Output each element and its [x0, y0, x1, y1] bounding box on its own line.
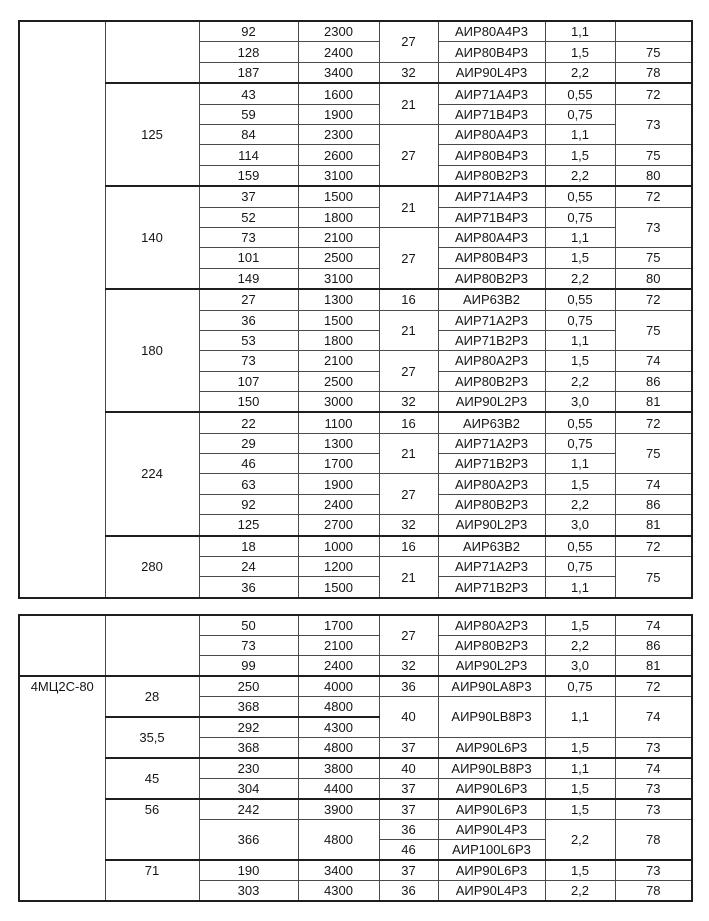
spec-cell: 27: [379, 474, 438, 515]
spec-cell: АИР71В2Р3: [438, 454, 545, 474]
spec-cell: 1,5: [545, 860, 615, 881]
spec-cell: 4300: [298, 717, 379, 738]
spec-cell: 1,5: [545, 145, 615, 165]
spec-cell: 368: [199, 737, 298, 758]
spec-cell: АИР80В2Р3: [438, 268, 545, 289]
spec-cell: 72: [615, 83, 692, 104]
spec-cell: 36: [199, 577, 298, 598]
spec-cell: 56: [105, 799, 199, 860]
spec-cell: 36: [379, 880, 438, 901]
spec-cell: 92: [199, 21, 298, 42]
spec-cell: 2500: [298, 371, 379, 391]
table-row: [19, 758, 692, 779]
spec-cell: 1500: [298, 310, 379, 330]
spec-cell: 2,2: [545, 494, 615, 514]
spec-cell: 180: [105, 289, 199, 412]
spec-cell: 1800: [298, 207, 379, 227]
spec-cell: 1900: [298, 474, 379, 494]
table-row: [19, 536, 692, 557]
spec-cell: 86: [615, 636, 692, 656]
spec-cell: 53: [199, 330, 298, 350]
spec-cell: АИР71А2Р3: [438, 433, 545, 453]
spec-cell: АИР71А2Р3: [438, 557, 545, 577]
spec-cell: 159: [199, 165, 298, 186]
spec-cell: 27: [379, 227, 438, 289]
spec-cell: 3100: [298, 165, 379, 186]
spec-cell: 46: [379, 839, 438, 860]
spec-cell: АИР71В2Р3: [438, 577, 545, 598]
spec-cell: 21: [379, 557, 438, 598]
spec-cell: 78: [615, 820, 692, 860]
spec-cell: 1500: [298, 577, 379, 598]
spec-cell: 80: [615, 165, 692, 186]
spec-cell: АИР71А4Р3: [438, 83, 545, 104]
spec-cell: 1,1: [545, 696, 615, 737]
table-row: [19, 186, 692, 207]
spec-cell: 4800: [298, 820, 379, 860]
spec-cell: 2500: [298, 248, 379, 268]
spec-cell: 1,1: [545, 21, 615, 42]
spec-cell: 59: [199, 104, 298, 124]
spec-cell: 128: [199, 42, 298, 62]
table-row: [19, 860, 692, 881]
spec-cell: 21: [379, 433, 438, 474]
spec-cell: 1,5: [545, 474, 615, 494]
table-row: [19, 21, 692, 42]
spec-cell: АИР90L6Р3: [438, 779, 545, 800]
spec-cell: 230: [199, 758, 298, 779]
spec-cell: АИР63В2: [438, 536, 545, 557]
spec-cell: 72: [615, 186, 692, 207]
table-row: [19, 289, 692, 310]
spec-cell: 32: [379, 655, 438, 676]
spec-cell: 1,5: [545, 615, 615, 636]
spec-cell: 75: [615, 145, 692, 165]
spec-cell: 292: [199, 717, 298, 738]
spec-cell: АИР90L6Р3: [438, 799, 545, 820]
spec-cell: 3400: [298, 62, 379, 83]
spec-cell: АИР80А4Р3: [438, 125, 545, 145]
spec-cell: 2400: [298, 494, 379, 514]
spec-cell: 0,75: [545, 433, 615, 453]
spec-cell: 2300: [298, 125, 379, 145]
spec-cell: 27: [199, 289, 298, 310]
spec-cell: 71: [105, 860, 199, 901]
spec-cell: 74: [615, 696, 692, 737]
spec-cell: 16: [379, 289, 438, 310]
spec-cell: АИР80В2Р3: [438, 494, 545, 514]
spec-cell: 190: [199, 860, 298, 881]
spec-cell: 81: [615, 391, 692, 412]
spec-cell: 24: [199, 557, 298, 577]
spec-cell: 50: [199, 615, 298, 636]
spec-cell: 74: [615, 351, 692, 371]
spec-cell: 242: [199, 799, 298, 820]
spec-cell: 4300: [298, 880, 379, 901]
spec-cell: 4000: [298, 676, 379, 697]
spec-cell: 1000: [298, 536, 379, 557]
spec-cell: 72: [615, 536, 692, 557]
spec-cell: 1,5: [545, 351, 615, 371]
empty-cell: [19, 615, 105, 676]
spec-cell: 0,55: [545, 412, 615, 433]
spec-cell: 78: [615, 880, 692, 901]
spec-cell: 73: [199, 636, 298, 656]
table-row: [19, 412, 692, 433]
spec-cell: 45: [105, 758, 199, 799]
spec-cell: 1,5: [545, 42, 615, 62]
spec-cell: 73: [615, 860, 692, 881]
spec-cell: 4800: [298, 696, 379, 717]
spec-cell: 2,2: [545, 820, 615, 860]
spec-cell: 1,1: [545, 577, 615, 598]
spec-cell: 74: [615, 615, 692, 636]
spec-cell: 1600: [298, 83, 379, 104]
spec-cell: 84: [199, 125, 298, 145]
spec-cell: 86: [615, 371, 692, 391]
spec-cell: 21: [379, 186, 438, 227]
spec-cell: АИР90LВ8Р3: [438, 758, 545, 779]
spec-cell: 21: [379, 310, 438, 351]
spec-cell: 2,2: [545, 880, 615, 901]
spec-cell: 18: [199, 536, 298, 557]
upper-spec-table-body: [19, 21, 692, 598]
spec-cell: 3,0: [545, 655, 615, 676]
table-row: [19, 83, 692, 104]
spec-cell: АИР90L4Р3: [438, 880, 545, 901]
spec-cell: 74: [615, 758, 692, 779]
spec-cell: АИР90L2Р3: [438, 655, 545, 676]
empty-cell: [105, 615, 199, 676]
spec-cell: 86: [615, 494, 692, 514]
spec-cell: 72: [615, 412, 692, 433]
spec-cell: 27: [379, 125, 438, 187]
spec-cell: 73: [615, 737, 692, 758]
lower-spec-table: [18, 614, 693, 902]
spec-cell: 1,1: [545, 454, 615, 474]
spec-cell: 125: [105, 83, 199, 186]
spec-cell: 3900: [298, 799, 379, 820]
spec-cell: 150: [199, 391, 298, 412]
spec-cell: 4400: [298, 779, 379, 800]
spec-cell: 1700: [298, 454, 379, 474]
spec-cell: АИР71В2Р3: [438, 330, 545, 350]
spec-cell: 74: [615, 474, 692, 494]
spec-cell: 304: [199, 779, 298, 800]
spec-cell: 2700: [298, 515, 379, 536]
spec-cell: 40: [379, 758, 438, 779]
spec-cell: 0,75: [545, 207, 615, 227]
spec-cell: 1700: [298, 615, 379, 636]
spec-cell: 0,55: [545, 83, 615, 104]
spec-cell: 37: [379, 799, 438, 820]
spec-cell: АИР71В4Р3: [438, 104, 545, 124]
spec-cell: 280: [105, 536, 199, 598]
spec-cell: 36: [379, 820, 438, 840]
spec-cell: АИР80В2Р3: [438, 165, 545, 186]
spec-cell: 2,2: [545, 636, 615, 656]
spec-cell: 1,5: [545, 737, 615, 758]
spec-cell: 1200: [298, 557, 379, 577]
spec-cell: 2300: [298, 21, 379, 42]
spec-cell: 32: [379, 62, 438, 83]
spec-cell: 73: [199, 351, 298, 371]
spec-cell: 3000: [298, 391, 379, 412]
spec-cell: 1300: [298, 433, 379, 453]
spec-cell: 36: [199, 310, 298, 330]
spec-cell: 1,1: [545, 330, 615, 350]
spec-cell: 72: [615, 289, 692, 310]
spec-cell: 80: [615, 268, 692, 289]
spec-cell: 366: [199, 820, 298, 860]
spec-cell: АИР71А2Р3: [438, 310, 545, 330]
spec-cell: АИР90L2Р3: [438, 515, 545, 536]
spec-cell: 75: [615, 248, 692, 268]
spec-cell: 99: [199, 655, 298, 676]
spec-cell: 250: [199, 676, 298, 697]
spec-cell: 3100: [298, 268, 379, 289]
spec-cell: 0,75: [545, 104, 615, 124]
spec-cell: АИР90L6Р3: [438, 860, 545, 881]
spec-cell: 81: [615, 515, 692, 536]
spec-cell: 21: [379, 83, 438, 124]
spec-cell: 107: [199, 371, 298, 391]
spec-cell: 0,55: [545, 536, 615, 557]
spec-cell: 63: [199, 474, 298, 494]
spec-cell: 0,75: [545, 676, 615, 697]
spec-cell: 2400: [298, 655, 379, 676]
spec-cell: 37: [379, 860, 438, 881]
spec-cell: 81: [615, 655, 692, 676]
spec-cell: 73: [615, 779, 692, 800]
spec-cell: 0,75: [545, 557, 615, 577]
spec-cell: 187: [199, 62, 298, 83]
spec-cell: 27: [379, 21, 438, 62]
table-row: [19, 615, 692, 636]
spec-cell: АИР71В4Р3: [438, 207, 545, 227]
spec-cell: 0,75: [545, 310, 615, 330]
spec-cell: АИР80А4Р3: [438, 227, 545, 247]
spec-cell: АИР90L4Р3: [438, 62, 545, 83]
spec-cell: 73: [199, 227, 298, 247]
lower-spec-table-body: [19, 615, 692, 901]
spec-cell: 368: [199, 696, 298, 717]
spec-cell: 1,5: [545, 799, 615, 820]
spec-cell: 73: [615, 207, 692, 248]
spec-cell: АИР80А4Р3: [438, 21, 545, 42]
spec-cell: АИР80В2Р3: [438, 371, 545, 391]
spec-cell: 1,1: [545, 125, 615, 145]
spec-cell: АИР71А4Р3: [438, 186, 545, 207]
spec-cell: АИР100L6Р3: [438, 839, 545, 860]
spec-cell: 2,2: [545, 268, 615, 289]
spec-cell: 92: [199, 494, 298, 514]
spec-cell: 2,2: [545, 62, 615, 83]
spec-cell: 28: [105, 676, 199, 717]
spec-cell: 2400: [298, 42, 379, 62]
spec-cell: 114: [199, 145, 298, 165]
spec-cell: 1300: [298, 289, 379, 310]
upper-spec-table: [18, 20, 693, 599]
spec-cell: 101: [199, 248, 298, 268]
spec-cell: АИР80В4Р3: [438, 248, 545, 268]
table-row: [19, 799, 692, 820]
spec-cell: 72: [615, 676, 692, 697]
empty-cell: [615, 21, 692, 42]
spec-cell: 2100: [298, 351, 379, 371]
spec-cell: АИР80А2Р3: [438, 474, 545, 494]
spec-cell: АИР63В2: [438, 289, 545, 310]
spec-cell: 27: [379, 615, 438, 655]
spec-cell: 2100: [298, 227, 379, 247]
spec-cell: 1,5: [545, 248, 615, 268]
empty-cell: [19, 21, 105, 598]
spec-cell: АИР90LВ8Р3: [438, 696, 545, 737]
spec-cell: 36: [379, 676, 438, 697]
spec-cell: 303: [199, 880, 298, 901]
spec-cell: 75: [615, 310, 692, 351]
spec-cell: 78: [615, 62, 692, 83]
spec-cell: 140: [105, 186, 199, 289]
spec-cell: 3,0: [545, 515, 615, 536]
spec-cell: 37: [379, 779, 438, 800]
empty-cell: [105, 21, 199, 83]
spec-cell: АИР63В2: [438, 412, 545, 433]
spec-cell: 32: [379, 515, 438, 536]
spec-cell: АИР90L2Р3: [438, 391, 545, 412]
spec-cell: 2,2: [545, 371, 615, 391]
spec-cell: 40: [379, 696, 438, 737]
spec-cell: 1500: [298, 186, 379, 207]
spec-cell: 2100: [298, 636, 379, 656]
spec-cell: 3800: [298, 758, 379, 779]
spec-cell: 0,55: [545, 289, 615, 310]
spec-cell: 22: [199, 412, 298, 433]
spec-cell: 224: [105, 412, 199, 535]
spec-cell: АИР90L6Р3: [438, 737, 545, 758]
spec-cell: 4800: [298, 737, 379, 758]
spec-cell: 2,2: [545, 165, 615, 186]
spec-cell: 1800: [298, 330, 379, 350]
spec-cell: 0,55: [545, 186, 615, 207]
spec-cell: АИР80А2Р3: [438, 351, 545, 371]
spec-cell: 75: [615, 433, 692, 474]
spec-cell: 75: [615, 557, 692, 598]
spec-cell: АИР90L4Р3: [438, 820, 545, 840]
spec-cell: 37: [379, 737, 438, 758]
spec-cell: 2600: [298, 145, 379, 165]
spec-cell: АИР80В2Р3: [438, 636, 545, 656]
spec-cell: 75: [615, 42, 692, 62]
spec-cell: АИР80А2Р3: [438, 615, 545, 636]
spec-cell: 3400: [298, 860, 379, 881]
spec-cell: 4МЦ2С-80: [19, 676, 105, 901]
spec-cell: 27: [379, 351, 438, 392]
spec-cell: 16: [379, 536, 438, 557]
spec-cell: 52: [199, 207, 298, 227]
spec-cell: 43: [199, 83, 298, 104]
spec-cell: 3,0: [545, 391, 615, 412]
table-row: [19, 676, 692, 697]
spec-cell: 46: [199, 454, 298, 474]
spec-cell: 1100: [298, 412, 379, 433]
spec-cell: 32: [379, 391, 438, 412]
spec-cell: АИР80В4Р3: [438, 145, 545, 165]
spec-cell: 1,1: [545, 227, 615, 247]
spec-cell: 37: [199, 186, 298, 207]
spec-cell: 16: [379, 412, 438, 433]
spec-cell: 29: [199, 433, 298, 453]
spec-cell: 1900: [298, 104, 379, 124]
spec-cell: 1,1: [545, 758, 615, 779]
spec-cell: 149: [199, 268, 298, 289]
spec-cell: 35,5: [105, 717, 199, 758]
spec-cell: АИР90LА8Р3: [438, 676, 545, 697]
spec-cell: 73: [615, 799, 692, 820]
spec-cell: 1,5: [545, 779, 615, 800]
spec-cell: 73: [615, 104, 692, 145]
spec-cell: 125: [199, 515, 298, 536]
spec-cell: АИР80В4Р3: [438, 42, 545, 62]
